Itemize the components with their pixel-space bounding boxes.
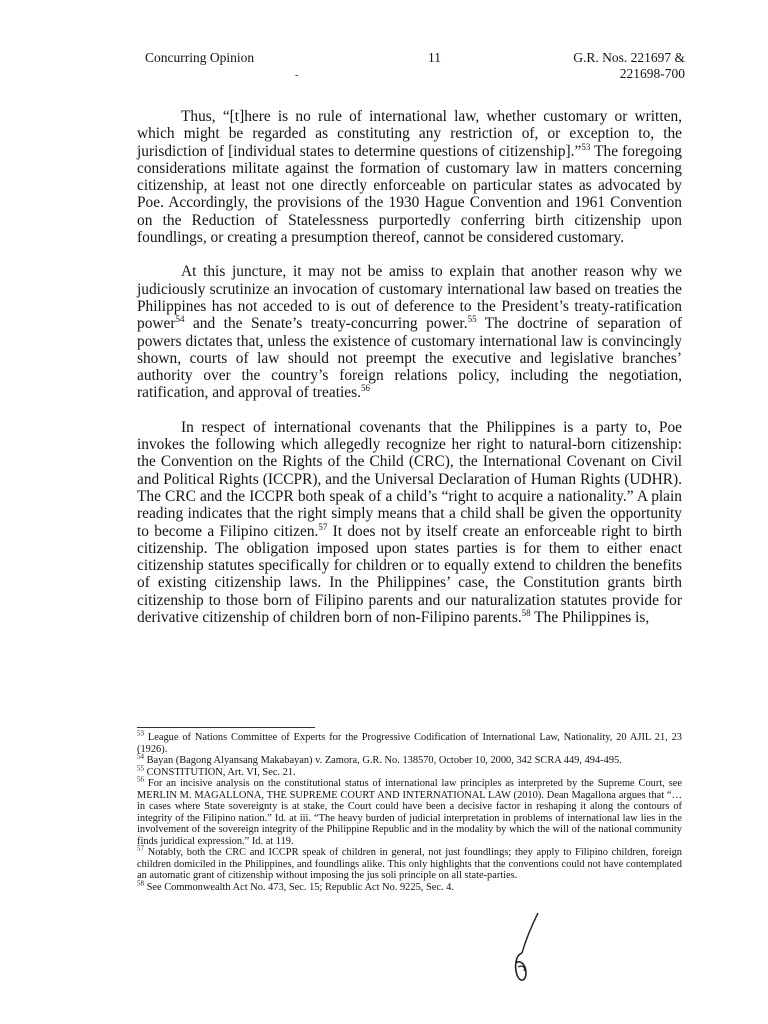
paragraph-text: At this juncture, it may not be amiss to explain that another reason why we judiciously scrutinize an invocation of customary international law based on treaties the Philippines has not acceded to is out of deference to the President’s treaty-ratification power <box>137 263 682 333</box>
footnotes <box>137 729 682 893</box>
footnote-number: 57 <box>137 844 144 853</box>
case-number-line-2: 221698-700 <box>619 66 685 81</box>
footnote-number: 55 <box>137 764 144 773</box>
footnote-number: 58 <box>137 879 144 888</box>
footnote-text: See Commonwealth Act No. 473, Sec. 15; Republic Act No. 9225, Sec. 4. <box>144 881 454 893</box>
paragraph-text: The Philippines is, <box>530 609 650 627</box>
footnote-ref: 57 <box>318 521 328 532</box>
paragraph-text: It does not by itself create an enforceable right to birth citizenship. The obligation imposed upon states parties is for them to either enact citizenship statutes specifically for children or to equally extend to children the benefits of existing citizenship laws. In the Philippines’ case, the Constitution grants birth citizenship to those born of Filipino parents and our naturalization statutes provide for derivative citizenship of children born of non-Filipino parents. <box>137 522 682 627</box>
footnote-number: 56 <box>137 775 144 784</box>
footnote-text: Notably, both the CRC and ICCPR speak of children in general, not just foundlings; they apply to Filipino children, foreign children domiciled in the Philippines, and foundlings alike. This only highlights that the conventions could not have contemplated an automatic grant of citizenship without imposing the jus soli principle on all state-parties. <box>137 847 682 881</box>
footnote-text: Bayan (Bagong Alyansang Makabayan) v. Zamora, G.R. No. 138570, October 10, 2000, 342 SCRA 449, 494-495. <box>144 755 622 766</box>
footnote-ref: 55 <box>467 314 477 325</box>
footnote <box>137 752 682 767</box>
paragraph-text: In respect of international covenants that the Philippines is a party to, Poe invokes the following which allegedly recognize her right to natural-born citizenship: the Convention on the Rights of the Child (CRC), the International Covenant on Civil and Political Rights (ICCPR), and the Universal Declaration of Human Rights (UDHR). The CRC and the ICCPR both speak of a child’s “right to acquire a nationality.” A plain reading indicates that the right simply means that a child shall be given the opportunity to become a Filipino citizen. <box>137 418 682 540</box>
footnote-divider <box>137 727 315 728</box>
footnote-ref: 58 <box>521 607 531 618</box>
paragraph-text: and the Senate’s treaty-concurring power. <box>184 315 468 333</box>
header-document-type: Concurring Opinion <box>145 50 255 65</box>
footnote-text: CONSTITUTION, Art. VI, Sec. 21. <box>144 766 296 778</box>
paragraph-text: The foregoing considerations militate against the formation of customary law in matters concerning citizenship, at least not one directly enforceable on particular states as advocated by Poe. Accordingly, the provisions of the 1930 Hague Convention and 1961 Convention on the Reduction of Statelessness purportedly conferring birth citizenship upon foundlings, or creating a presumption thereof, cannot be considered customary. <box>137 142 682 247</box>
footnote-text: League of Nations Committee of Experts for the Progressive Codification of International Law, Nationality, 20 AJIL 21, 23 (1926). <box>137 732 682 755</box>
footnote-ref: 53 <box>581 141 591 152</box>
paragraph <box>137 263 682 401</box>
case-number <box>573 50 685 82</box>
footnote <box>137 764 682 779</box>
footnote-text: For an incisive analysis on the constitutional status of international law principles as interpreted by the Supreme Court, see MERLIN M. MAGALLONA, THE SUPREME COURT AND INTERNATIONAL LAW (2010). Dean Magallona argues that “… in cases where State sovereignty is at stake, the Court could have been a decisive factor in reshaping it along the contours of integrity of the Filipino nation.” Id. at iii. “The heavy burden of judicial interpretation in problems of international law lies in the involvement of the sovereign integrity of the Philippine Republic and in the modality by which the will of the national community finds juridical expression.” Id. at 119. <box>137 778 682 847</box>
paragraph-text: The doctrine of separation of powers dictates that, unless the existence of customary international law is convincingly shown, courts of law should not preempt the executive and legislative branches’ authority over the country’s foreign relations policy, including the negotiation, ratification, and approval of treaties. <box>137 315 683 402</box>
footnote <box>137 775 682 847</box>
opinion-body <box>137 108 682 643</box>
paragraph <box>137 108 682 246</box>
page-number: 11 <box>428 50 441 65</box>
footnote-ref: 56 <box>360 383 370 394</box>
footnote-number: 54 <box>137 752 144 761</box>
footnote-ref: 54 <box>175 314 185 325</box>
footnote <box>137 844 682 882</box>
paragraph <box>137 419 682 627</box>
initials-signature <box>502 905 542 985</box>
footnote <box>137 729 682 755</box>
paragraph-text: Thus, “[t]here is no rule of international law, whether customary or written, which might be regarded as constituting any restriction of, or exception to, the jurisdiction of [individual states to determine questions of citizenship].” <box>137 108 682 160</box>
case-number-line-1: G.R. Nos. 221697 & <box>573 50 685 65</box>
footnote <box>137 879 682 894</box>
header-mark: - <box>295 70 299 81</box>
footnote-number: 53 <box>137 729 144 738</box>
page-header <box>145 50 685 86</box>
